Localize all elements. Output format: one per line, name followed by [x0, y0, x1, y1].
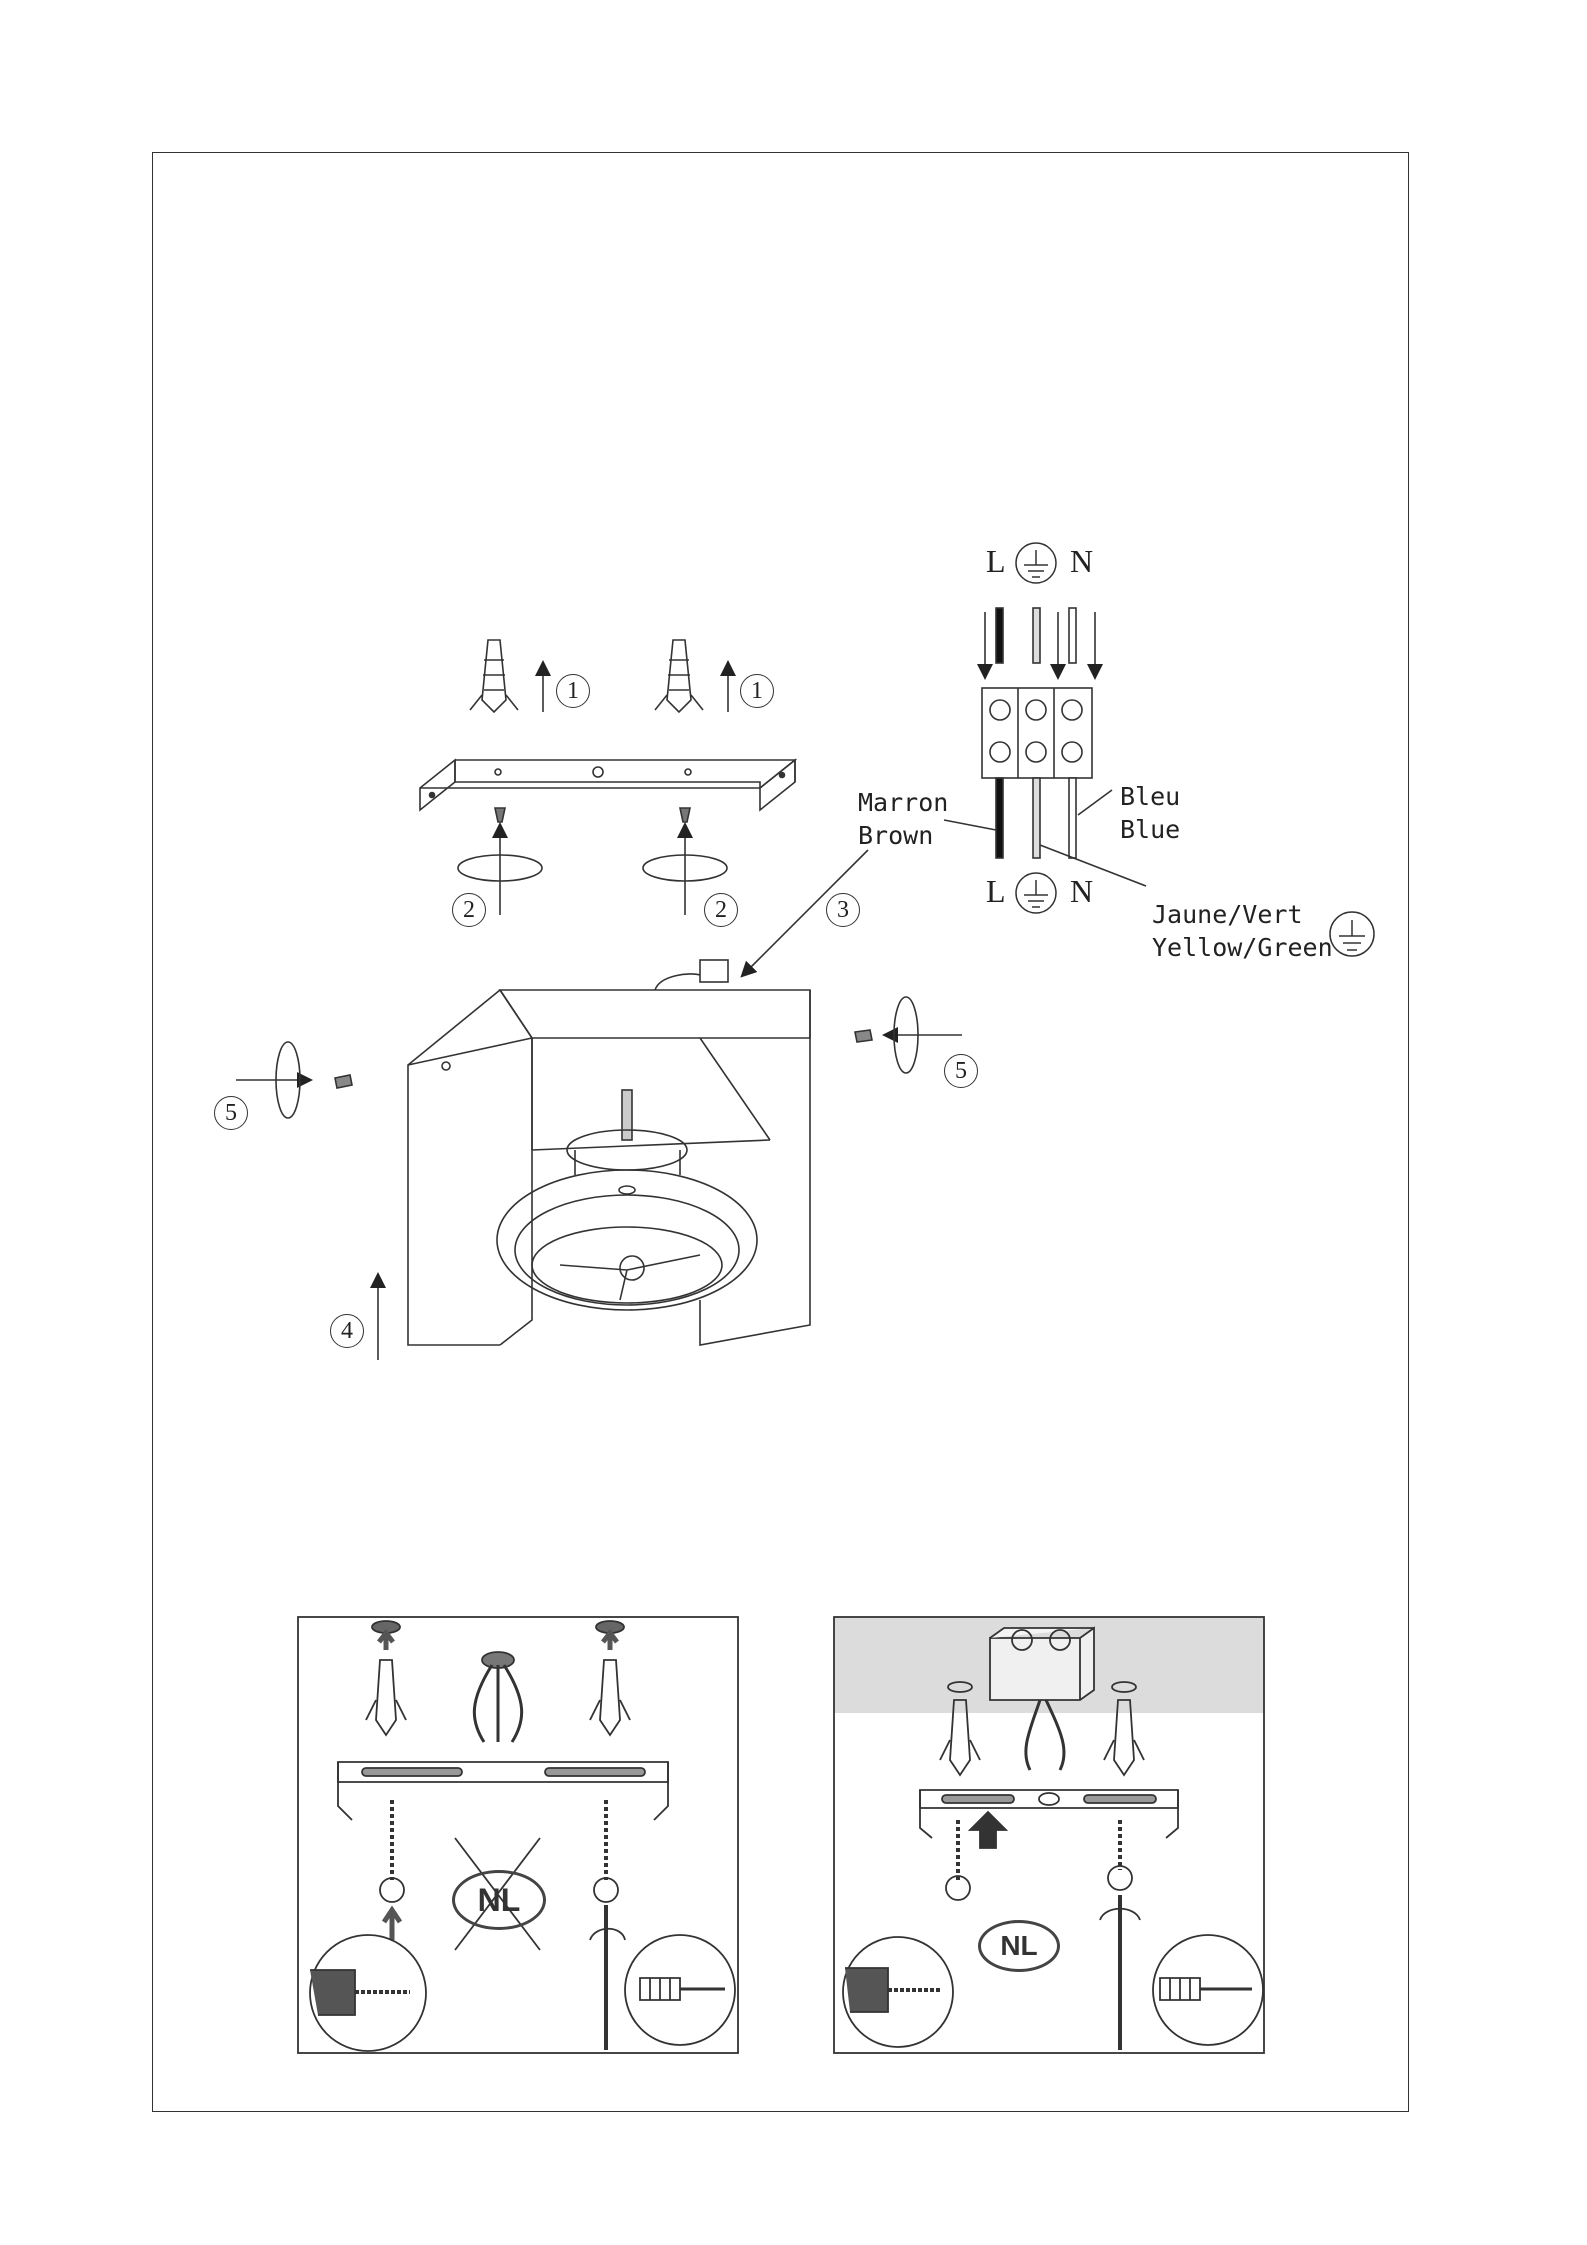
- brown-wire-label-en: Brown: [858, 821, 934, 850]
- step-number-1: 1: [556, 674, 590, 708]
- step-number-1: 1: [740, 674, 774, 708]
- neutral-label-top: N: [1070, 543, 1094, 579]
- nl-badge: NL: [978, 1920, 1060, 1972]
- earth-wire-label-fr: Jaune/Vert: [1152, 900, 1303, 929]
- step-number-4: 4: [330, 1314, 364, 1348]
- step-number-2: 2: [452, 893, 486, 927]
- nl-badge-crossed: NL: [452, 1870, 546, 1930]
- step-number-5: 5: [944, 1054, 978, 1088]
- neutral-label-bottom: N: [1070, 873, 1094, 909]
- live-label-bottom: L: [986, 873, 1006, 909]
- live-label-top: L: [986, 543, 1006, 579]
- blue-wire-label-en: Blue: [1120, 815, 1181, 844]
- blue-wire-label-fr: Bleu: [1120, 782, 1181, 811]
- step-number-2: 2: [704, 893, 738, 927]
- step-number-3: 3: [826, 893, 860, 927]
- brown-wire-label-fr: Marron: [858, 788, 949, 817]
- step-number-5: 5: [214, 1096, 248, 1130]
- earth-wire-label-en: Yellow/Green: [1152, 933, 1333, 962]
